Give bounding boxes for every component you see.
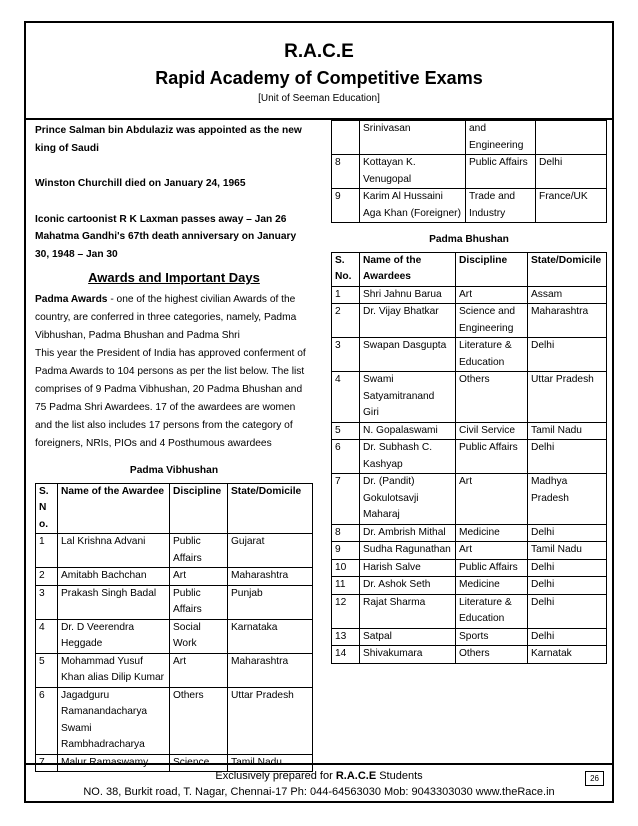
table-cell: Shri Jahnu Barua bbox=[360, 286, 456, 304]
table-row bbox=[332, 338, 607, 372]
table-cell: Delhi bbox=[528, 440, 607, 474]
table-row bbox=[332, 422, 607, 440]
table-cell: 1 bbox=[36, 534, 58, 568]
table-cell: 5 bbox=[332, 422, 360, 440]
table-cell: Mohammad Yusuf Khan alias Dilip Kumar bbox=[58, 653, 170, 687]
section-title: Awards and Important Days bbox=[88, 270, 260, 285]
table-header-row bbox=[36, 483, 313, 534]
table-cell: 10 bbox=[332, 559, 360, 577]
table-cell: Dr. Ambrish Mithal bbox=[360, 524, 456, 542]
page-number: 26 bbox=[585, 771, 604, 786]
table-cell: Maharashtra bbox=[228, 653, 313, 687]
footer-line-2: NO. 38, Burkit road, T. Nagar, Chennai-17 Ph: 044-64563030 Mob: 9043303030 www.theRace.in bbox=[83, 786, 555, 798]
table-row bbox=[332, 304, 607, 338]
table-cell: Swapan Dasgupta bbox=[360, 338, 456, 372]
brand-title: R.A.C.E bbox=[284, 41, 354, 62]
table-cell: 12 bbox=[332, 594, 360, 628]
table-cell: Civil Service bbox=[456, 422, 528, 440]
table-cell: Dr. Subhash C. Kashyap bbox=[360, 440, 456, 474]
table-cell: 7 bbox=[332, 474, 360, 525]
table-cell: Others bbox=[170, 687, 228, 754]
table-cell: Karim Al Hussaini Aga Khan (Foreigner) bbox=[360, 189, 466, 223]
table-cell: Malur Ramaswamy bbox=[58, 754, 170, 772]
table-row bbox=[332, 155, 607, 189]
col-header: State/Domicile bbox=[228, 483, 313, 534]
table-cell: Dr. Vijay Bhatkar bbox=[360, 304, 456, 338]
table-cell: Public Affairs bbox=[456, 440, 528, 474]
table-row bbox=[332, 440, 607, 474]
table-cell: Shivakumara bbox=[360, 646, 456, 664]
table-cell: France/UK bbox=[536, 189, 607, 223]
table-cell: Dr. (Pandit) Gokulotsavji Maharaj bbox=[360, 474, 456, 525]
table-cell: 1 bbox=[332, 286, 360, 304]
table-row bbox=[36, 653, 313, 687]
table-cell: Literature & Education bbox=[456, 338, 528, 372]
table-cell: 8 bbox=[332, 155, 360, 189]
table-cell: Gujarat bbox=[228, 534, 313, 568]
vibhushan-table bbox=[35, 483, 313, 773]
table-header-row bbox=[332, 252, 607, 286]
table-row bbox=[36, 687, 313, 754]
table-cell: Uttar Pradesh bbox=[528, 372, 607, 423]
table-cell: Art bbox=[456, 286, 528, 304]
table-cell bbox=[332, 121, 360, 155]
table-cell: Science bbox=[170, 754, 228, 772]
table-row bbox=[332, 542, 607, 560]
table-row bbox=[332, 628, 607, 646]
table-cell: Art bbox=[456, 542, 528, 560]
table-cell: Swami Satyamitranand Giri bbox=[360, 372, 456, 423]
table-cell: 3 bbox=[332, 338, 360, 372]
footer-brand: R.A.C.E bbox=[335, 770, 377, 782]
brand-subtitle: Rapid Academy of Competitive Exams bbox=[155, 68, 483, 88]
table-cell: Delhi bbox=[528, 524, 607, 542]
vibhushan-title: Padma Vibhushan bbox=[129, 465, 219, 477]
table-row bbox=[332, 524, 607, 542]
col-header: S. No. bbox=[332, 252, 360, 286]
table-cell: 4 bbox=[36, 619, 58, 653]
table-cell: 11 bbox=[332, 577, 360, 595]
page-header bbox=[26, 23, 612, 120]
table-row bbox=[332, 286, 607, 304]
footer-text: Students bbox=[376, 770, 423, 782]
table-cell: Social Work bbox=[170, 619, 228, 653]
col-header: Name of the Awardee bbox=[58, 483, 170, 534]
col-header: Discipline bbox=[170, 483, 228, 534]
table-cell: Public Affairs bbox=[170, 585, 228, 619]
table-cell: Art bbox=[170, 653, 228, 687]
table-cell: Punjab bbox=[228, 585, 313, 619]
table-row bbox=[332, 594, 607, 628]
table-cell: Jagadguru Ramanandacharya Swami Rambhadracharya bbox=[58, 687, 170, 754]
footer-text: Exclusively prepared for bbox=[215, 770, 336, 782]
table-cell: Karnataka bbox=[228, 619, 313, 653]
col-header: Discipline bbox=[456, 252, 528, 286]
table-cell: Srinivasan bbox=[360, 121, 466, 155]
table-cell bbox=[536, 121, 607, 155]
table-cell: 7 bbox=[36, 754, 58, 772]
table-cell: 6 bbox=[36, 687, 58, 754]
table-cell: and Engineering bbox=[466, 121, 536, 155]
intro-paragraph bbox=[35, 291, 313, 454]
news-item: Iconic cartoonist R K Laxman passes away – Jan 26 Mahatma Gandhi's 67th death anniversary on January 30, 1948 – Jan 30 bbox=[35, 213, 297, 260]
table-row bbox=[36, 534, 313, 568]
table-row bbox=[332, 189, 607, 223]
table-cell: Delhi bbox=[536, 155, 607, 189]
table-cell: Assam bbox=[528, 286, 607, 304]
page-footer bbox=[26, 763, 612, 801]
table-cell: Lal Krishna Advani bbox=[58, 534, 170, 568]
table-row bbox=[36, 585, 313, 619]
bhushan-title: Padma Bhushan bbox=[429, 234, 509, 245]
table-cell: Delhi bbox=[528, 594, 607, 628]
table-cell: Public Affairs bbox=[466, 155, 536, 189]
table-cell: Delhi bbox=[528, 577, 607, 595]
table-cell: Others bbox=[456, 646, 528, 664]
table-row bbox=[332, 474, 607, 525]
table-cell: Amitabh Bachchan bbox=[58, 568, 170, 586]
table-cell: Medicine bbox=[456, 524, 528, 542]
table-cell: 9 bbox=[332, 542, 360, 560]
table-cell: Delhi bbox=[528, 628, 607, 646]
news-item: Prince Salman bin Abdulaziz was appointed as the new king of Saudi bbox=[35, 125, 302, 154]
table-cell: 4 bbox=[332, 372, 360, 423]
table-cell: Art bbox=[170, 568, 228, 586]
table-row bbox=[332, 577, 607, 595]
table-cell: Tamil Nadu bbox=[228, 754, 313, 772]
brand-tagline: [Unit of Seeman Education] bbox=[258, 93, 380, 104]
col-header: State/Domicile bbox=[528, 252, 607, 286]
table-cell: Harish Salve bbox=[360, 559, 456, 577]
intro-text: - one of the highest civilian Awards of the country, are conferred in three categories, namely, Padma Vibhushan, Padma Bhushan and Padma Shri bbox=[35, 293, 297, 341]
table-cell: Science and Engineering bbox=[456, 304, 528, 338]
left-column bbox=[35, 120, 313, 772]
table-cell: Uttar Pradesh bbox=[228, 687, 313, 754]
col-header: Name of the Awardees bbox=[360, 252, 456, 286]
news-list bbox=[35, 122, 313, 263]
table-cell: Rajat Sharma bbox=[360, 594, 456, 628]
table-row bbox=[332, 559, 607, 577]
table-cell: Dr. Ashok Seth bbox=[360, 577, 456, 595]
right-column bbox=[331, 120, 607, 664]
table-cell: Art bbox=[456, 474, 528, 525]
page bbox=[24, 21, 614, 803]
table-cell: Literature & Education bbox=[456, 594, 528, 628]
table-row bbox=[332, 646, 607, 664]
table-cell: Madhya Pradesh bbox=[528, 474, 607, 525]
table-cell: Karnatak bbox=[528, 646, 607, 664]
table-row bbox=[36, 619, 313, 653]
table-row bbox=[332, 121, 607, 155]
table-cell: Prakash Singh Badal bbox=[58, 585, 170, 619]
intro-lead: Padma Awards bbox=[35, 293, 108, 305]
footer-line-1 bbox=[26, 768, 612, 784]
table-cell: 5 bbox=[36, 653, 58, 687]
news-item: Winston Churchill died on January 24, 1965 bbox=[35, 178, 246, 189]
table-cell: Tamil Nadu bbox=[528, 542, 607, 560]
table-cell: 2 bbox=[36, 568, 58, 586]
table-cell: 8 bbox=[332, 524, 360, 542]
vibhushan-continued-table bbox=[331, 120, 607, 223]
col-header: S. N o. bbox=[36, 483, 58, 534]
table-cell: Satpal bbox=[360, 628, 456, 646]
table-row bbox=[332, 372, 607, 423]
table-cell: 6 bbox=[332, 440, 360, 474]
table-row bbox=[36, 568, 313, 586]
table-cell: Others bbox=[456, 372, 528, 423]
table-cell: 9 bbox=[332, 189, 360, 223]
table-cell: Delhi bbox=[528, 559, 607, 577]
table-cell: 3 bbox=[36, 585, 58, 619]
bhushan-table bbox=[331, 252, 607, 664]
intro-text-2: This year the President of India has approved conferment of Padma Awards to 104 persons as per the list below. The list comprises of 9 Padma Vibhushan, 20 Padma Bhushan and 75 Padma Shri Awardees. 17 of the awardees are women and the list also includes 17 persons from the category of foreigners, NRIs, PIOs and 4 Posthumous awardees bbox=[35, 347, 306, 450]
table-cell: 14 bbox=[332, 646, 360, 664]
table-cell: 13 bbox=[332, 628, 360, 646]
table-cell: N. Gopalaswami bbox=[360, 422, 456, 440]
table-cell: 2 bbox=[332, 304, 360, 338]
table-cell: Trade and Industry bbox=[466, 189, 536, 223]
table-cell: Dr. D Veerendra Heggade bbox=[58, 619, 170, 653]
table-cell: Sports bbox=[456, 628, 528, 646]
table-cell: Delhi bbox=[528, 338, 607, 372]
table-cell: Tamil Nadu bbox=[528, 422, 607, 440]
table-cell: Kottayan K. Venugopal bbox=[360, 155, 466, 189]
table-cell: Medicine bbox=[456, 577, 528, 595]
table-cell: Public Affairs bbox=[456, 559, 528, 577]
table-cell: Public Affairs bbox=[170, 534, 228, 568]
table-cell: Sudha Ragunathan bbox=[360, 542, 456, 560]
table-cell: Maharashtra bbox=[528, 304, 607, 338]
table-cell: Maharashtra bbox=[228, 568, 313, 586]
